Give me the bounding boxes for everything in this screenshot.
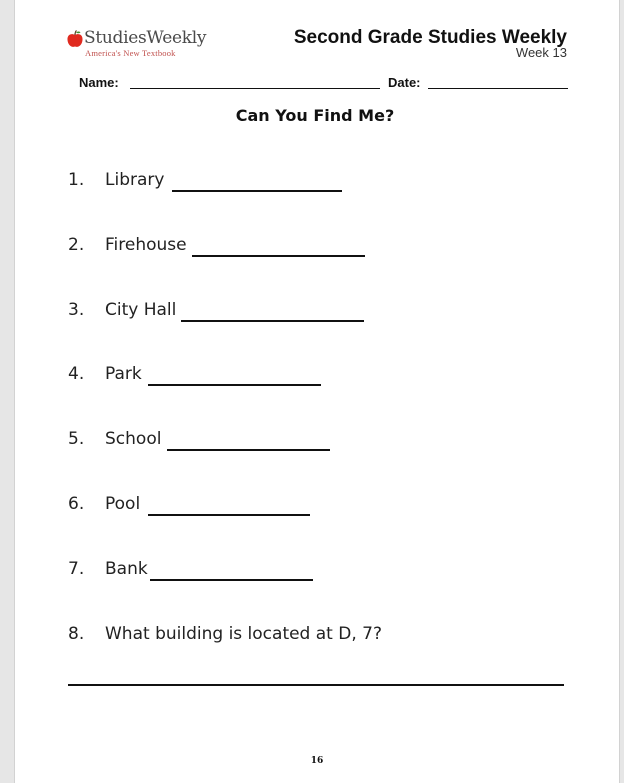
apple-icon — [67, 30, 83, 48]
question-label: Library — [105, 170, 165, 190]
week-label: Week 13 — [515, 45, 567, 60]
name-field-line[interactable] — [130, 88, 380, 89]
answer-blank[interactable] — [167, 449, 330, 451]
question-number: 8. — [68, 624, 85, 644]
date-label: Date: — [388, 75, 421, 90]
question-number: 1. — [68, 170, 85, 190]
question-label: School — [105, 429, 162, 449]
answer-blank[interactable] — [172, 190, 342, 192]
question-label: Firehouse — [105, 235, 187, 255]
page-number: 16 — [310, 756, 324, 766]
question-label: What building is located at D, 7? — [105, 624, 382, 644]
worksheet-page — [14, 0, 620, 783]
studies-weekly-logo — [67, 28, 207, 58]
logo-wordmark: StudiesWeekly — [84, 28, 207, 48]
question-label: Bank — [105, 559, 148, 579]
name-label: Name: — [79, 75, 119, 90]
answer-blank[interactable] — [148, 514, 310, 516]
question-number: 6. — [68, 494, 85, 514]
question-label: Park — [105, 364, 142, 384]
worksheet-title: Second Grade Studies Weekly — [293, 27, 567, 48]
question-label: Pool — [105, 494, 141, 514]
section-heading: Can You Find Me? — [235, 106, 395, 125]
question-number: 2. — [68, 235, 85, 255]
answer-line-question-8[interactable] — [68, 684, 564, 686]
answer-blank[interactable] — [181, 320, 364, 322]
question-label: City Hall — [105, 300, 177, 320]
date-field-line[interactable] — [428, 88, 568, 89]
answer-blank[interactable] — [150, 579, 313, 581]
question-number: 3. — [68, 300, 85, 320]
question-number: 7. — [68, 559, 85, 579]
answer-blank[interactable] — [148, 384, 321, 386]
logo-tagline: America's New Textbook — [85, 48, 176, 58]
question-number: 4. — [68, 364, 85, 384]
question-number: 5. — [68, 429, 85, 449]
answer-blank[interactable] — [192, 255, 365, 257]
